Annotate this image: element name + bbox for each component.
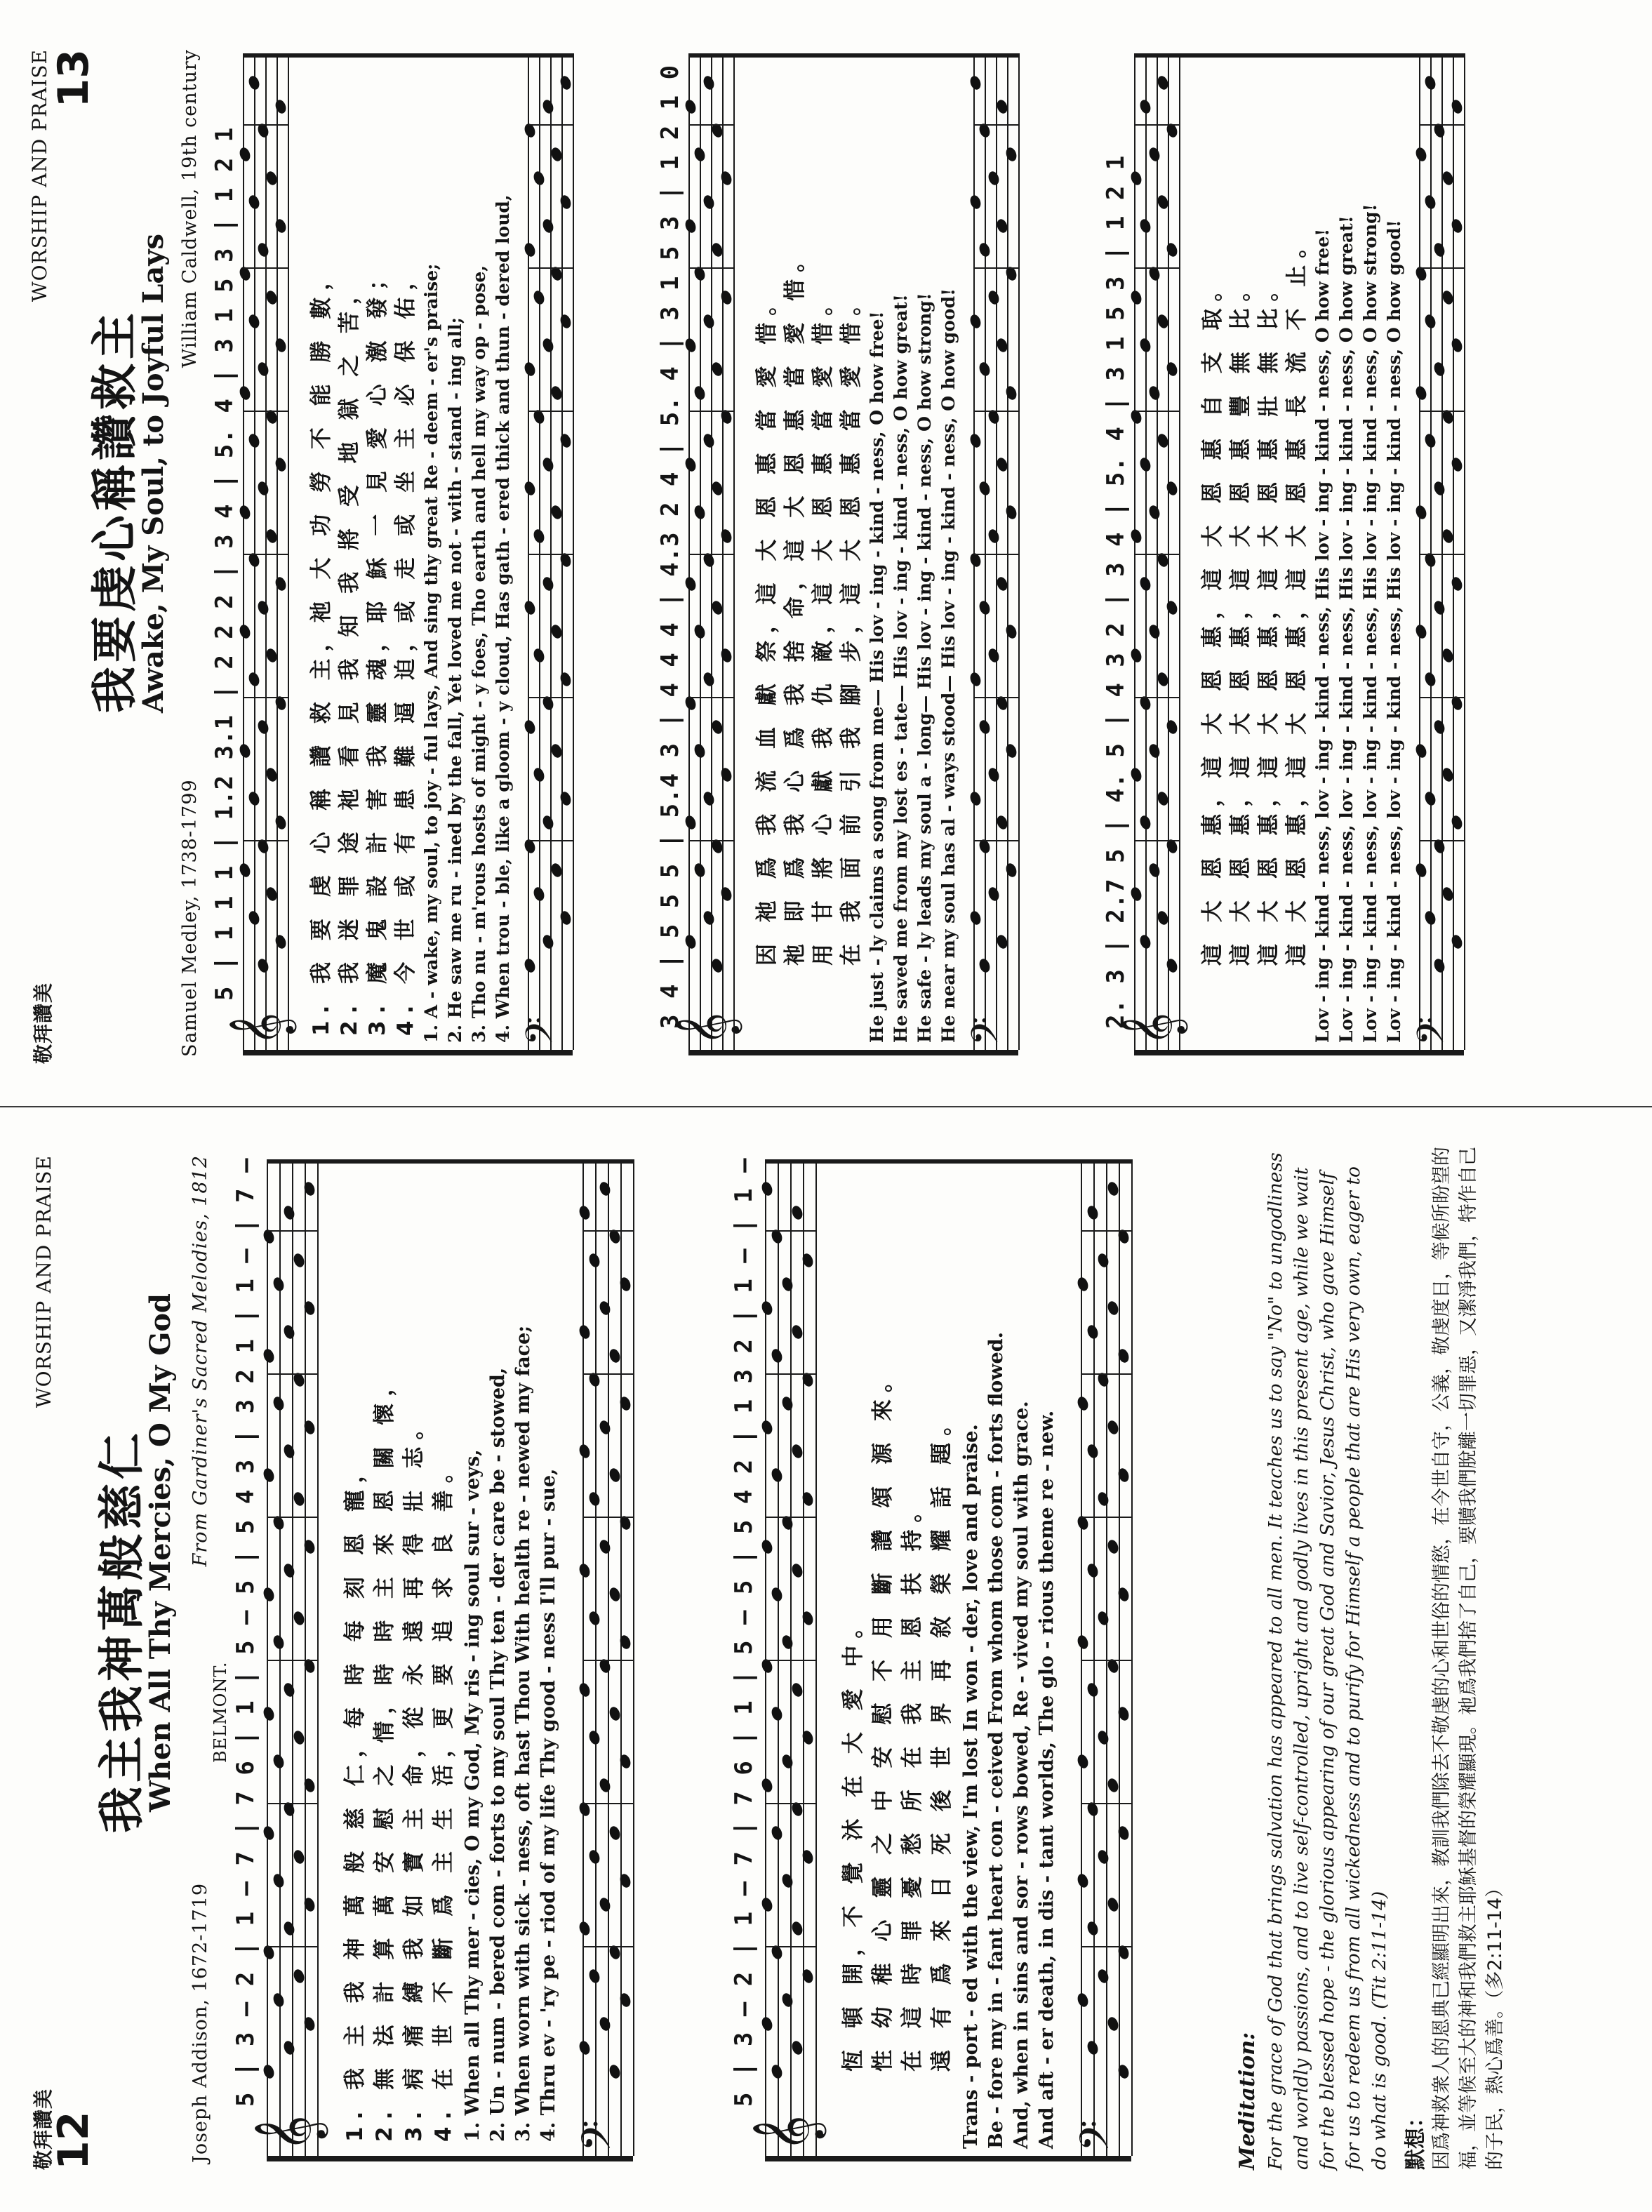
note-head [702, 74, 716, 91]
book-title-en: WORSHIP AND PRAISE [32, 1155, 55, 1408]
verse-2-cn: 這 大 恩 惠，這 大 恩 惠，這 大 恩 惠 豐 無 比。 [1228, 272, 1253, 966]
verse-1-cn: 1. 我 主 我 神 萬 般 慈 仁，每 時 每 刻 恩 寵， [342, 1454, 368, 2142]
bass-clef-icon: 𝄢 [573, 2119, 630, 2152]
note-head [978, 719, 992, 735]
note-head [760, 1538, 774, 1555]
note-head [1138, 218, 1152, 234]
book-title-en: WORSHIP AND PRAISE [28, 49, 51, 302]
note-head [238, 742, 252, 759]
page-number: 13 [49, 49, 98, 108]
note-head [247, 671, 261, 688]
verse-1-en: Trans - port - ed with the view, I'm lost In won - der, love and praise. [960, 1424, 982, 2149]
note-head [1076, 1753, 1090, 1770]
verse-4-en: He near my soul has al - ways stood— His lov - ing - kind - ness, O how good! [938, 288, 959, 1043]
note-head [523, 599, 537, 616]
note-head [987, 647, 1001, 664]
note-head [1432, 719, 1446, 735]
source-credit: From Gardiner's Sacred Melodies, 1812 [189, 1155, 211, 1567]
note-head [282, 1920, 296, 1937]
note-head [598, 1777, 612, 1794]
verse-3-en: Lov - ing - kind - ness, lov - ing - kind - ness, His lov - ing - kind - ness, O how strong! [1360, 204, 1380, 1043]
note-head [238, 862, 252, 879]
note-head [578, 1443, 592, 1460]
note-head [1086, 1562, 1100, 1579]
note-head [587, 1610, 601, 1627]
note-head [1086, 1324, 1100, 1340]
note-head [598, 1538, 612, 1555]
verse-4-cn: 遠 有 爲 來 日 死 後 世 界 再 敘 榮 耀 話 題。 [929, 1406, 954, 2072]
verse-3-en: He safe - ly leads my soul a - long— His lov - ing - kind - ness, O how strong! [914, 293, 935, 1043]
note-head [693, 862, 707, 879]
note-head [760, 1419, 774, 1436]
verse-4-cn: 4. 今 世 或 有 患 難 逼 迫，或 走 或 坐 主 必 保 佑， [393, 261, 418, 1036]
verse-1-cn: 這 大 恩 惠，這 大 恩 惠，這 大 恩 惠 自 支 取。 [1200, 272, 1225, 966]
note-head [587, 1968, 601, 1985]
note-head [780, 1872, 794, 1889]
music-system-3 [1102, 53, 1523, 1050]
verse-3-cn: 在 這 時 罪 憂 愁 所 在 我 主 恩 扶 持。 [900, 1493, 925, 2072]
treble-staff [228, 53, 293, 1050]
note-head [1147, 146, 1161, 163]
treble-clef-icon: 𝄞 [751, 2114, 823, 2152]
verse-1-cn: 因 祂 爲 我 流 血 獻 祭，這 大 恩 惠 當 愛 惜。 [754, 286, 780, 966]
note-head [282, 1562, 296, 1579]
treble-clef-icon: 𝄞 [1119, 1012, 1185, 1046]
note-head [1129, 766, 1143, 783]
note-head [1096, 1729, 1110, 1746]
note-head [684, 814, 698, 831]
verse-1-en: He just - ly claims a song from me— His lov - ing - kind - ness, O how free! [867, 311, 887, 1043]
verse-1-en: Lov - ing - kind - ness, lov - ing - kind - ness, His lov - ing - kind - ness, O how free! [1312, 228, 1333, 1043]
verse-2-cn: 2. 我 迷 罪 途 祂 看 見 我 知 我 將 受 地 獄 之 苦， [337, 275, 362, 1036]
note-head [247, 432, 261, 449]
note-head [256, 719, 270, 735]
verse-2-en: Be - fore my in - fant heart con - ceived From whom those com - forts flowed. [985, 1331, 1007, 2149]
note-head [256, 599, 270, 616]
note-head [1147, 385, 1161, 401]
note-head [523, 719, 537, 735]
note-head [684, 337, 698, 354]
note-head [770, 1467, 784, 1484]
note-head [1096, 1491, 1110, 1507]
note-head [1076, 1395, 1090, 1412]
note-head [987, 289, 1001, 306]
note-head [1138, 456, 1152, 473]
treble-staff [751, 1159, 823, 2156]
note-head [1086, 1204, 1100, 1221]
note-head [968, 910, 982, 926]
note-head [532, 289, 546, 306]
book-title-cn: 敬拜讚美 [32, 2088, 55, 2170]
note-head [987, 886, 1001, 902]
note-head [702, 313, 716, 330]
note-head [282, 1324, 296, 1340]
bass-clef-icon: 𝄢 [1410, 1016, 1462, 1046]
note-head [541, 575, 555, 592]
note-head [1147, 623, 1161, 640]
verse-2-en: 2. He saw me ru - ined by the fall, Yet loved me not - with - stand - ing all; [445, 317, 465, 1043]
note-head [1138, 575, 1152, 592]
treble-clef-icon: 𝄞 [253, 2114, 325, 2152]
note-head [693, 146, 707, 163]
note-head [598, 1180, 612, 1197]
note-head [1423, 432, 1437, 449]
meditation-heading-cn: 默想： [1404, 2107, 1428, 2170]
note-head [760, 1180, 774, 1197]
meditation-text: For the grace of God that brings salvation has appeared to all men. It teaches us to say "No" to ungodliness and worldly passions, and to live self-controlled, upright and godly lives in this present age, while we wait for the blessed hope - the glorious appearing of our great God and Savior, Jesus Christ, who gave Himself for us to redeem us from all wickedness and to purify for Himself a people that are His very own, eager to do what is good. (Tit 2:11-14) [1265, 1152, 1390, 2170]
bass-staff [1410, 53, 1464, 1050]
note-head [770, 1825, 784, 1841]
verse-3-cn: 用 甘 將 心 獻 我 仇 敵，這 大 恩 惠 當 愛 惜。 [811, 286, 836, 966]
note-head [541, 337, 555, 354]
solfa-line: 2. 3 | 2.7 5 | 4. 5 | 4 3 2 | 3 4 | 5. 4 | 3 1 5 3 | 1 2 1 [1102, 154, 1130, 1029]
note-head [1138, 933, 1152, 950]
note-head [532, 170, 546, 187]
note-head [693, 623, 707, 640]
note-head [1086, 1443, 1100, 1460]
note-head [684, 575, 698, 592]
note-head [987, 766, 1001, 783]
note-head [702, 432, 716, 449]
note-head [780, 1276, 794, 1293]
note-head [978, 241, 992, 258]
treble-staff [253, 1159, 325, 2156]
note-head [523, 241, 537, 258]
treble-clef-icon: 𝄞 [674, 1012, 739, 1046]
note-head [760, 1896, 774, 1913]
solfa-line: 5 | 3 — 2 | 1 — 7 | 7 6 | 1 | 5 — 5 | 5 4 2 | 1 3 2 | 1 — | 1 — [730, 1157, 758, 2107]
note-head [702, 671, 716, 688]
verse-1-en: 1. When all Thy mer - cies, O my God, My ris - ing soul sur - veys, [462, 1449, 484, 2142]
note-head [587, 1729, 601, 1746]
note-head [1432, 480, 1446, 497]
verse-3-en: 3. Tho nu - m'rous hosts of might - y foes, Tho earth and hell my way op - pose, [469, 265, 489, 1043]
note-head [247, 74, 261, 91]
note-head [238, 504, 252, 521]
note-head [693, 385, 707, 401]
note-head [541, 456, 555, 473]
composer-credit: William Caldwell, 19th century [179, 49, 201, 368]
note-head [684, 933, 698, 950]
note-head [760, 1777, 774, 1794]
verse-2-en: 2. Un - num - bered com - forts to my soul Thy ten - der care be - stowed, [487, 1367, 509, 2142]
note-head [1147, 862, 1161, 879]
note-head [1076, 1992, 1090, 2008]
note-head [272, 1753, 286, 1770]
note-head [770, 1586, 784, 1603]
note-head [702, 194, 716, 211]
note-head [968, 671, 982, 688]
note-head [272, 1634, 286, 1651]
note-head [247, 313, 261, 330]
treble-staff [674, 53, 739, 1050]
note-head [1129, 886, 1143, 902]
note-head [256, 361, 270, 378]
verse-3-en: 3. When worn with sick - ness, oft hast Thou With health re - newed my face; [512, 1325, 534, 2142]
bass-staff [519, 53, 573, 1050]
verse-2-en: Lov - ing - kind - ness, lov - ing - kind - ness, His lov - ing - kind - ness, O how great! [1336, 215, 1357, 1043]
note-head [780, 1753, 794, 1770]
note-head [587, 1252, 601, 1269]
note-head [978, 957, 992, 974]
note-head [1129, 647, 1143, 664]
note-head [262, 1825, 276, 1841]
solfa-line: 5 | 1 1 1 | 1.2 3.1 | 2 2 2 | 3 4 | 5. 4 | 3 1 5 3 | 1 2 1 [211, 126, 239, 1001]
note-head [1096, 1610, 1110, 1627]
note-head [770, 2063, 784, 2080]
note-head [598, 1419, 612, 1436]
note-head [578, 1681, 592, 1698]
note-head [1129, 528, 1143, 545]
music-system-2 [730, 1159, 1200, 2156]
note-head [1096, 1848, 1110, 1865]
hymn-title-cn: 我要虔心稱讚救主 [88, 309, 142, 713]
verse-4-cn: 4. 在 世 不 斷 爲 主 生 活，更 要 追 求 良 善。 [431, 1454, 456, 2142]
verse-1-en: 1. A - wake, my soul, to joy - ful lays, And sing thy great Re - deem - er's praise; [421, 263, 441, 1043]
hymn-title-en: Awake, My Soul, to Joyful Lays [137, 233, 170, 713]
meditation-heading: Meditation: [1235, 2032, 1260, 2170]
note-head [968, 74, 982, 91]
note-head [968, 432, 982, 449]
verse-1-cn: 恆 頓 開，不 覺 沐 在 大 愛 中。 [841, 1609, 866, 2072]
page-number: 12 [49, 2111, 98, 2170]
note-head [532, 886, 546, 902]
book-title-cn: 敬拜讚美 [32, 982, 55, 1064]
note-head [1414, 146, 1428, 163]
bass-clef-icon: 𝄢 [519, 1016, 571, 1046]
note-head [1423, 910, 1437, 926]
hymn-title-en: When All Thy Mercies, O My God [144, 1293, 177, 1812]
note-head [1147, 504, 1161, 521]
note-head [541, 98, 555, 115]
verse-2-cn: 2. 無 法 計 算 萬 安 慰 之 情，時 時 主 來 恩 關 懷， [372, 1367, 397, 2142]
note-head [282, 2039, 296, 2056]
note-head [256, 480, 270, 497]
music-system-2 [656, 53, 1077, 1050]
note-head [1423, 790, 1437, 807]
note-head [256, 241, 270, 258]
verse-1-cn: 1. 我 要 虔 心 稱 讚 救 主，祂 大 功 勞 不 能 勝 數， [309, 261, 334, 1036]
note-head [1432, 957, 1446, 974]
note-head [693, 742, 707, 759]
note-head [587, 1848, 601, 1865]
note-head [238, 623, 252, 640]
note-head [968, 790, 982, 807]
note-head [598, 1300, 612, 1317]
note-head [272, 1872, 286, 1889]
note-head [578, 1920, 592, 1937]
note-head [1432, 361, 1446, 378]
note-head [1138, 337, 1152, 354]
note-head [523, 957, 537, 974]
author-credit: Joseph Addison, 1672-1719 [189, 1882, 211, 2163]
note-head [1423, 313, 1437, 330]
note-head [780, 1634, 794, 1651]
note-head [247, 910, 261, 926]
note-head [578, 1204, 592, 1221]
note-head [1086, 1681, 1100, 1698]
note-head [578, 1324, 592, 1340]
note-head [238, 146, 252, 163]
bass-staff [1071, 1159, 1131, 2156]
note-head [770, 1705, 784, 1722]
note-head [1423, 194, 1437, 211]
note-head [262, 2063, 276, 2080]
note-head [262, 1586, 276, 1603]
note-head [1432, 241, 1446, 258]
verse-2-cn: 祂 即 爲 我 心 爲 我 捨 命，這 大 恩 惠 當 愛 惜。 [782, 243, 808, 966]
note-head [256, 957, 270, 974]
note-head [1138, 814, 1152, 831]
note-head [523, 361, 537, 378]
note-head [1086, 1920, 1100, 1937]
note-head [693, 504, 707, 521]
verse-4-en: Lov - ing - kind - ness, lov - ing - kind - ness, His lov - ing - kind - ness, O how good! [1384, 220, 1404, 1043]
meditation-text-cn: 因爲神救衆人的恩典已經顯明出來，教訓我們除去不敬虔的心和世俗的情慾，在今世自守，公義，敬虔度日，等候所盼望的福，並等候至大的神和我們救主耶穌基督的榮耀顯現。祂爲我們捨了自己，要贖我們脫離一切罪惡，又潔淨我們，特作自己的子民，熱心爲善。（多2:11-14） [1431, 1147, 1506, 2170]
note-head [1086, 2039, 1100, 2056]
note-head [760, 2016, 774, 2032]
note-head [1414, 862, 1428, 879]
note-head [262, 1705, 276, 1722]
note-head [968, 313, 982, 330]
note-head [1129, 170, 1143, 187]
note-head [1096, 1968, 1110, 1985]
note-head [702, 790, 716, 807]
treble-clef-icon: 𝄞 [228, 1012, 293, 1046]
note-head [598, 1896, 612, 1913]
music-system-1 [211, 53, 632, 1050]
note-head [780, 1992, 794, 2008]
note-head [532, 647, 546, 664]
note-head [1432, 599, 1446, 616]
note-head [598, 2016, 612, 2032]
verse-2-en: He saved me from my lost es - tate— His lov - ing - kind - ness, O how great! [891, 294, 911, 1043]
note-head [1423, 74, 1437, 91]
bass-staff [964, 53, 1018, 1050]
note-head [541, 814, 555, 831]
treble-staff [1119, 53, 1185, 1050]
note-head [1414, 623, 1428, 640]
note-head [978, 480, 992, 497]
bass-staff [573, 1159, 633, 2156]
note-head [262, 1347, 276, 1364]
author-credit: Samuel Medley, 1738-1799 [179, 779, 201, 1057]
hymn-title-cn: 我主我神萬般慈仁 [95, 1429, 149, 1833]
music-system-1 [232, 1159, 702, 2156]
note-head [1138, 98, 1152, 115]
note-head [987, 170, 1001, 187]
note-head [282, 1681, 296, 1698]
verse-4-en: 4. When trou - ble, like a gloom - y cloud, Has gath - ered thick and thun - dered loud, [493, 194, 513, 1043]
note-head [541, 933, 555, 950]
note-head [978, 599, 992, 616]
note-head [578, 2039, 592, 2056]
note-head [1423, 671, 1437, 688]
verse-2-cn: 性 幼 稚 心 靈 之 中 安 慰 不 用 斷 讚 頌 源 來。 [870, 1364, 895, 2072]
verse-4-en: 4. Thru ev - 'ry pe - riod of my life Thy good - ness I'll pur - sue, [538, 1468, 559, 2142]
note-head [272, 1395, 286, 1412]
note-head [247, 790, 261, 807]
note-head [1147, 742, 1161, 759]
meditation-block [1235, 1145, 1509, 2170]
note-head [532, 528, 546, 545]
verse-4-cn: 這 大 恩 惠，這 大 恩 惠，這 大 恩 惠 長 流 不 止。 [1284, 229, 1310, 966]
note-head [968, 194, 982, 211]
note-head [1414, 742, 1428, 759]
solfa-line: 5 | 3 — 2 | 1 — 7 | 7 6 | 1 | 5 — 5 | 5 4 3 | 3 2 1 | 1 — | 7 — [232, 1157, 260, 2107]
verse-3-cn: 3. 魔 鬼 設 計 害 我 靈 魂，耶 穌 一 見 愛 心 激 發； [365, 261, 390, 1036]
verse-4-cn: 在 我 面 前 引 我 腳 步，這 大 恩 惠 當 愛 惜。 [839, 286, 864, 966]
note-head [532, 766, 546, 783]
note-head [1076, 1276, 1090, 1293]
note-head [578, 1562, 592, 1579]
solfa-line: 3 4 | 5 5 5 | 5.4 3 | 4 4 4 | 4.3 2 4 | 5. 4 | 3 1 5 3 | 1 2 1 0 [656, 64, 684, 1029]
note-head [282, 1443, 296, 1460]
note-head [1414, 385, 1428, 401]
note-head [587, 1491, 601, 1507]
note-head [1414, 504, 1428, 521]
note-head [702, 910, 716, 926]
note-head [1096, 1252, 1110, 1269]
verse-3-en: And, when in sins and sor - rows bowed, Re - vived my soul with grace. [1011, 1401, 1032, 2149]
note-head [523, 480, 537, 497]
note-head [978, 361, 992, 378]
note-head [684, 98, 698, 115]
note-head [780, 1395, 794, 1412]
page-12 [0, 1106, 1652, 2212]
note-head [684, 456, 698, 473]
verse-4-en: And aft - er death, in dis - tant worlds, The glo - rious theme re - new. [1036, 1410, 1058, 2149]
bass-clef-icon: 𝄢 [964, 1016, 1016, 1046]
verse-3-cn: 這 大 恩 惠，這 大 恩 惠，這 大 恩 惠 壯 無 比。 [1256, 272, 1281, 966]
note-head [282, 1204, 296, 1221]
note-head [987, 528, 1001, 545]
note-head [684, 218, 698, 234]
note-head [262, 1467, 276, 1484]
note-head [238, 385, 252, 401]
note-head [1129, 289, 1143, 306]
tune-name: BELMONT. [211, 1661, 230, 1763]
note-head [272, 1276, 286, 1293]
bass-clef-icon: 𝄢 [1071, 2119, 1128, 2152]
note-head [541, 218, 555, 234]
note-head [760, 1300, 774, 1317]
verse-3-cn: 3. 病 痛 縛 我 如 寶 主 命，從 永 遠 再 得 壯 志。 [401, 1411, 427, 2142]
note-head [770, 1347, 784, 1364]
note-head [272, 1992, 286, 2008]
note-head [247, 194, 261, 211]
note-head [1076, 1872, 1090, 1889]
note-head [1076, 1634, 1090, 1651]
